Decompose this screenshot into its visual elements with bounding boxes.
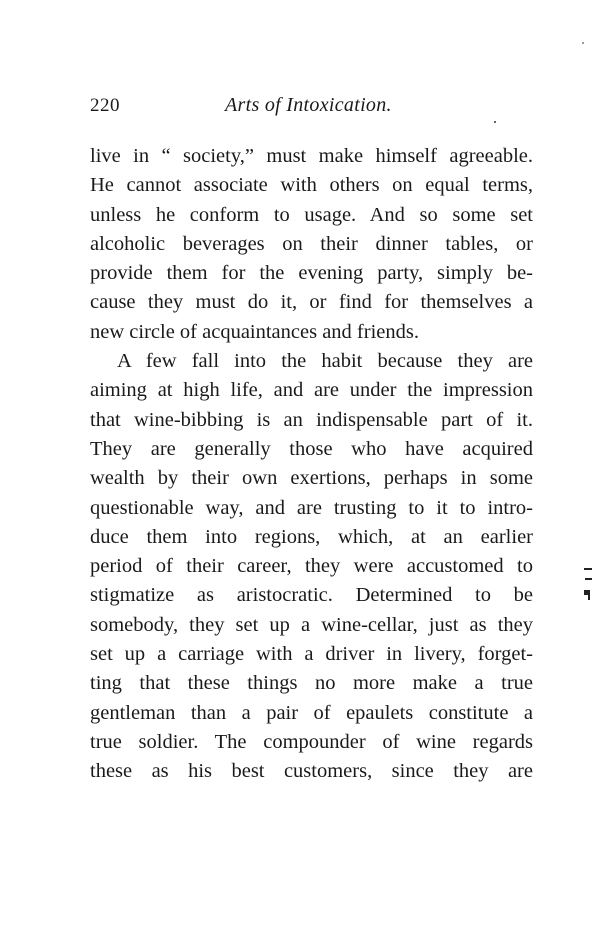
text-line: unless he conform to usage. And so some set: [90, 203, 533, 226]
body-text: [90, 142, 533, 787]
text-line: stigmatize as aristocratic. Determined to be: [90, 584, 533, 607]
text-line: duce them into regions, which, at an earlier: [90, 525, 533, 548]
text-line: set up a carriage with a driver in livery, forget-: [90, 643, 533, 666]
paragraph-start-line: A few fall into the habit because they are: [117, 350, 533, 373]
text-line: They are generally those who have acquired: [90, 437, 533, 460]
scan-mark: [585, 578, 592, 580]
text-line: He cannot associate with others on equal terms,: [90, 174, 533, 197]
text-line: ting that these things no more make a true: [90, 672, 533, 695]
text-line: that wine-bibbing is an indispensable part of it.: [90, 408, 533, 431]
text-line: live in “ society,” must make himself agreeable.: [90, 145, 533, 167]
scan-mark: [582, 42, 584, 44]
text-line: gentleman than a pair of epaulets constitute a: [90, 701, 533, 724]
text-line: aiming at high life, and are under the impression: [90, 379, 533, 402]
text-line: questionable way, and are trusting to it to intro-: [90, 496, 533, 519]
text-line: somebody, they set up a wine-cellar, just as they: [90, 613, 533, 636]
text-line: new circle of acquaintances and friends.: [90, 320, 419, 343]
text-line: these as his best customers, since they are: [90, 760, 533, 783]
scan-mark: [584, 568, 592, 570]
text-line: alcoholic beverages on their dinner tables, or: [90, 232, 533, 255]
text-line: cause they must do it, or find for themselves a: [90, 291, 533, 314]
text-line: true soldier. The compounder of wine regards: [90, 730, 533, 753]
page-number: 220: [90, 95, 120, 116]
scan-mark: [588, 595, 590, 600]
page-header: [90, 95, 530, 125]
text-line: provide them for the evening party, simply be-: [90, 262, 533, 285]
running-head: Arts of Intoxication.: [225, 94, 392, 116]
text-line: wealth by their own exertions, perhaps in some: [90, 467, 533, 490]
scan-mark: [494, 121, 496, 123]
text-line: period of their career, they were accustomed to: [90, 555, 533, 578]
